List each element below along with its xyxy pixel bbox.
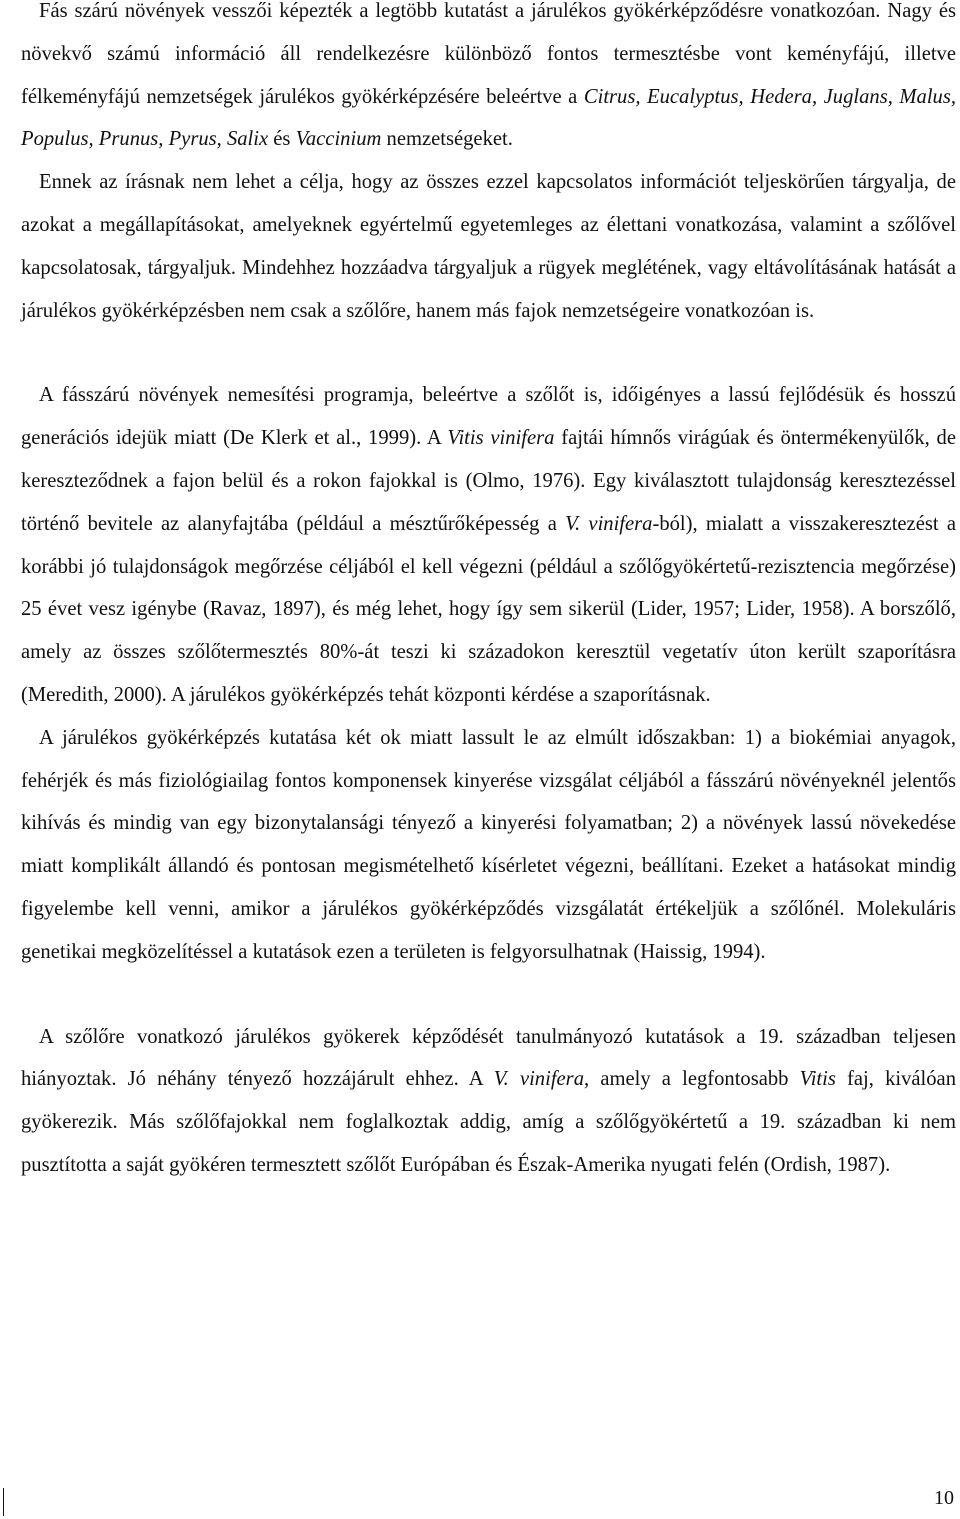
paragraph-1 <box>21 0 956 161</box>
segment: A szőlőre vonatkozó járulékos gyökerek képződését tanulmányozó kutatások a 19. században teljesen hiányoztak. Jó néhány tényező hozzájárult ehhez. A <box>21 1025 956 1091</box>
page-number: 10 <box>934 1487 954 1509</box>
segment: és <box>268 128 296 151</box>
segment: Vaccinium <box>295 128 382 151</box>
document-page <box>21 0 956 1187</box>
segment: fajtái hímnős virágúak és öntermékenyülők, de kereszteződnek a fajon belül és a rokon fajokkal is (Olmo, 1976). Egy kiválasztott tulajdonság keresztezéssel történő bevitele az alanyfajtába (például a mésztűrőképesség a <box>21 427 956 535</box>
segment: nemzetségeket. <box>381 128 513 151</box>
paragraph-gap <box>21 332 956 374</box>
paragraph-gap <box>21 974 956 1016</box>
segment: A fásszárú növények nemesítési programja, beleértve a szőlőt is, időigényes a lassú fejlődésük és hosszú generációs idejük miatt (De Klerk et al., 1999). A <box>21 384 956 450</box>
paragraph-5 <box>21 1016 956 1187</box>
segment: Citrus, Eucalyptus, Hedera, Juglans, Malus, Populus, Prunus, Pyrus, Salix <box>21 85 957 151</box>
segment: Vitis <box>799 1068 836 1091</box>
segment: Vitis vinifera <box>447 427 555 450</box>
segment: V. vinifera <box>565 512 653 535</box>
segment: faj, kiválóan gyökerezik. Más szőlőfajokkal nem foglalkoztak addig, amíg a szőlőgyökértetű a 19. században ki nem pusztította a saját gyökéren termesztett szőlőt Európában és Észak-Amerika nyugati felén (Ordish, 1987). <box>21 1068 956 1176</box>
segment: V. vinifera <box>493 1068 584 1091</box>
paragraph-3 <box>21 374 956 716</box>
segment: , amely a legfontosabb <box>584 1068 800 1091</box>
segment: Ennek az írásnak nem lehet a célja, hogy az összes ezzel kapcsolatos információt teljeskörűen tárgyalja, de azokat a megállapításokat, amelyeknek egyértelmű egyetemleges az élettani vonatkozása, valamint a szőlővel kapcsolatosak, tárgyaljuk. Mindehhez hozzáadva tárgyaljuk a rügyek meglétének, vagy eltávolításának hatását a járulékos gyökérképzésben nem csak a szőlőre, hanem más fajok nemzetségeire vonatkozóan is. <box>21 171 956 322</box>
paragraph-4 <box>21 717 956 974</box>
segment: Fás szárú növények vesszői képezték a legtöbb kutatást a járulékos gyökérképződésre vonatkozóan. Nagy és növekvő számú információ áll rendelkezésre különböző fontos termesztésbe vont keményfájú, illetve félkeményfájú nemzetségek járulékos gyökérképzésére beleértve a <box>21 0 956 108</box>
segment: A járulékos gyökérképzés kutatása két ok miatt lassult le az elmúlt időszakban: 1) a biokémiai anyagok, fehérjék és más fiziológiailag fontos komponensek kinyerése vizsgálat céljából a fásszárú növényeknél jelentős kihívás és mindig van egy bizonytalansági tényező a kinyerési folyamatban; 2) a növények lassú növekedése miatt komplikált állandó és pontosan megismételhető kísérletet végezni, beállítani. Ezeket a hatásokat mindig figyelembe kell venni, amikor a járulékos gyökérképződés vizsgálatát értékeljük a szőlőnél. Molekuláris genetikai megközelítéssel a kutatások ezen a területen is felgyorsulhatnak (Haissig, 1994). <box>21 726 956 963</box>
text-cursor-mark <box>3 1488 4 1516</box>
segment: -ból), mialatt a visszakeresztezést a korábbi jó tulajdonságok megőrzése céljából el kell végezni (például a szőlőgyökértetű-rezisztencia megőrzése) 25 évet vesz igénybe (Ravaz, 1897), és még lehet, hogy így sem sikerül (Lider, 1957; Lider, 1958). A borszőlő, amely az összes szőlőtermesztés 80%-át teszi ki századokon keresztül vegetatív úton került szaporításra (Meredith, 2000). A járulékos gyökérképzés tehát központi kérdése a szaporításnak. <box>21 512 956 706</box>
paragraph-2 <box>21 161 956 332</box>
